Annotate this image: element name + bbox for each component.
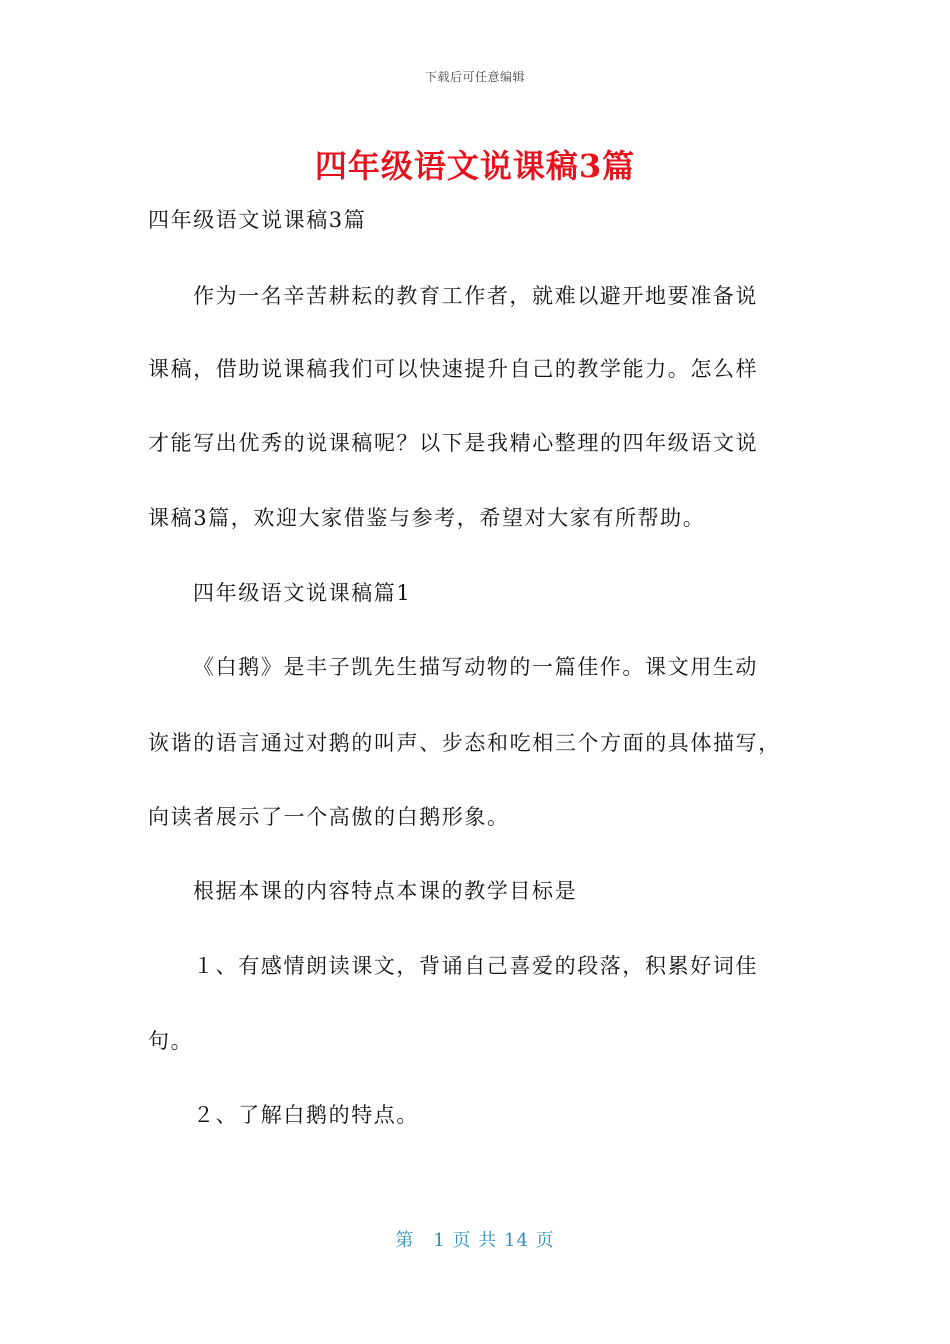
header-note: 下载后可任意编辑 [424, 70, 525, 84]
body-line: 根据本课的内容特点本课的教学目标是 [193, 879, 578, 903]
body-line: 诙谐的语言通过对鹅的叫声、步态和吃相三个方面的具体描写， [148, 731, 781, 755]
list-item: ２、了解白鹅的特点。 [193, 1103, 419, 1127]
list-item: １、有感情朗读课文，背诵自己喜爱的段落，积累好词佳 [193, 954, 758, 978]
body-line: 作为一名辛苦耕耘的教育工作者，就难以避开地要准备说 [193, 284, 758, 308]
body-line: 向读者展示了一个高傲的白鹅形象。 [148, 805, 510, 829]
section-heading: 四年级语文说课稿篇1 [193, 581, 412, 605]
list-item-continuation: 句。 [148, 1029, 194, 1053]
body-line: 《白鹅》是丰子凯先生描写动物的一篇佳作。课文用生动 [193, 655, 758, 679]
body-line: 课稿3篇，欢迎大家借鉴与参考，希望对大家有所帮助。 [148, 506, 706, 530]
page-number-footer: 第 1 页 共 14 页 [395, 1230, 555, 1251]
body-line: 才能写出优秀的说课稿呢？以下是我精心整理的四年级语文说 [148, 431, 759, 455]
document-title: 四年级语文说课稿3篇 [314, 147, 636, 185]
body-line: 课稿，借助说课稿我们可以快速提升自己的教学能力。怎么样 [148, 357, 759, 381]
body-line: 四年级语文说课稿3篇 [148, 208, 367, 232]
